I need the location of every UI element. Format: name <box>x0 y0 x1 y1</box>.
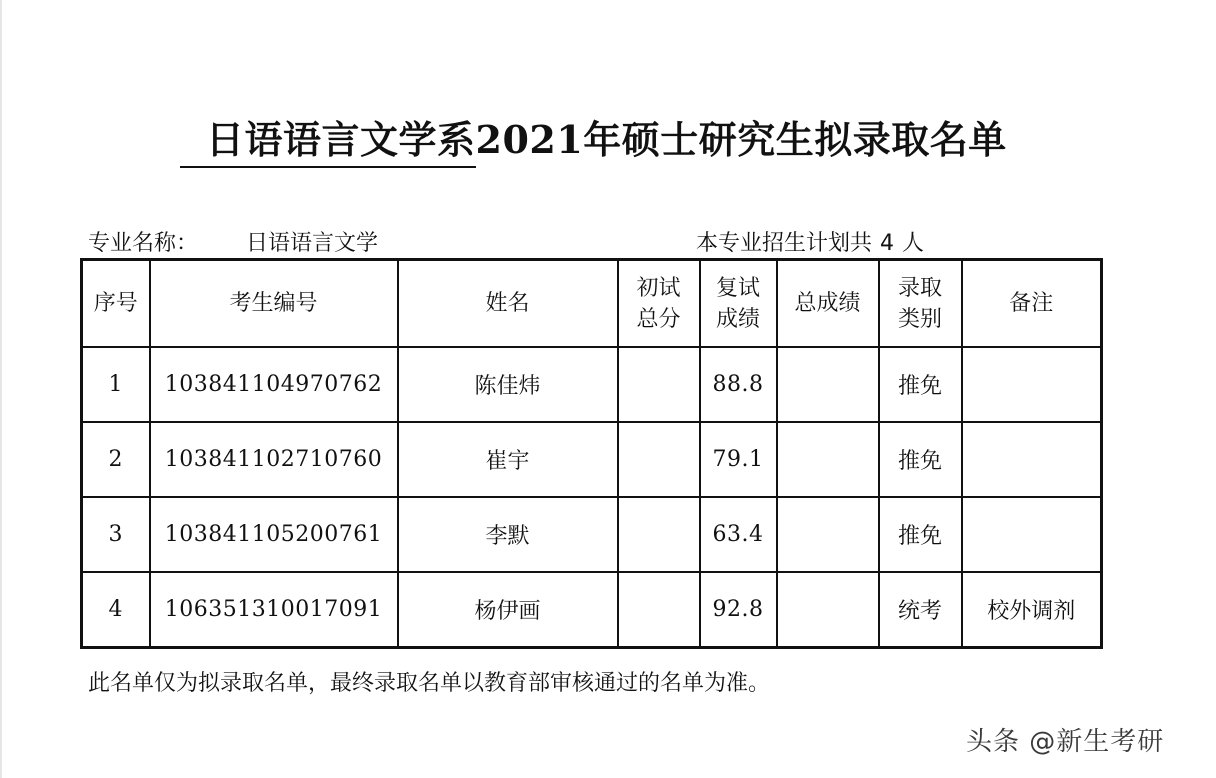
header-exam-id: 考生编号 <box>150 260 398 348</box>
cell-name: 杨伊画 <box>398 572 618 648</box>
header-retest-score <box>700 260 777 348</box>
cell-retest: 88.8 <box>700 347 777 422</box>
cell-exam-id: 103841102710760 <box>150 422 398 497</box>
header-prelim-line2: 总分 <box>636 306 681 332</box>
cell-prelim <box>618 572 700 648</box>
header-name: 姓名 <box>398 260 618 348</box>
admission-table <box>80 258 1103 649</box>
cell-retest: 92.8 <box>700 572 777 648</box>
title-rest: 2021年硕士研究生拟录取名单 <box>475 117 1007 162</box>
table-row <box>82 422 1102 497</box>
plan-count: 4 <box>876 230 898 259</box>
major-value: 日语语言文学 <box>206 230 494 259</box>
page-edge <box>0 0 2 778</box>
header-admission-category <box>879 260 962 348</box>
cell-remark: 校外调剂 <box>962 572 1102 648</box>
cell-total <box>777 422 879 497</box>
cell-name: 陈佳炜 <box>398 347 618 422</box>
cell-remark <box>962 422 1102 497</box>
major-label: 专业名称： <box>88 231 199 256</box>
cell-exam-id: 103841104970762 <box>150 347 398 422</box>
cell-name: 崔宇 <box>398 422 618 497</box>
table-row <box>82 347 1102 422</box>
cell-total <box>777 572 879 648</box>
watermark: 头条 @新生考研 <box>966 727 1165 757</box>
cell-category: 统考 <box>879 572 962 648</box>
title-underlined-part: 日语语言文学系 <box>180 114 476 168</box>
cell-retest: 79.1 <box>700 422 777 497</box>
table-row <box>82 572 1102 648</box>
header-remark: 备注 <box>962 260 1102 348</box>
cell-prelim <box>618 422 700 497</box>
cell-prelim <box>618 497 700 572</box>
cell-category: 推免 <box>879 347 962 422</box>
header-admit-line1: 录取 <box>897 275 942 301</box>
table-row <box>82 497 1102 572</box>
header-prelim-score <box>618 260 700 348</box>
cell-remark <box>962 347 1102 422</box>
header-retest-line2: 成绩 <box>715 306 760 332</box>
cell-retest: 63.4 <box>700 497 777 572</box>
cell-prelim <box>618 347 700 422</box>
major-line <box>88 228 494 260</box>
document-title <box>180 112 1020 168</box>
table-header-row <box>82 260 1102 348</box>
cell-seq: 3 <box>82 497 150 572</box>
plan-suffix: 人 <box>902 231 925 256</box>
header-total: 总成绩 <box>777 260 879 348</box>
cell-seq: 4 <box>82 572 150 648</box>
cell-seq: 2 <box>82 422 150 497</box>
header-admit-line2: 类别 <box>897 306 942 332</box>
cell-exam-id: 103841105200761 <box>150 497 398 572</box>
enrollment-plan-line <box>696 228 924 260</box>
cell-total <box>777 347 879 422</box>
plan-prefix: 本专业招生计划共 <box>696 231 873 256</box>
cell-seq: 1 <box>82 347 150 422</box>
cell-category: 推免 <box>879 422 962 497</box>
header-prelim-line1: 初试 <box>636 275 681 301</box>
cell-category: 推免 <box>879 497 962 572</box>
cell-remark <box>962 497 1102 572</box>
footnote: 此名单仅为拟录取名单，最终录取名单以教育部审核通过的名单为准。 <box>88 671 771 696</box>
cell-name: 李默 <box>398 497 618 572</box>
header-retest-line1: 复试 <box>715 275 760 301</box>
cell-exam-id: 106351310017091 <box>150 572 398 648</box>
cell-total <box>777 497 879 572</box>
header-seq: 序号 <box>82 260 150 348</box>
